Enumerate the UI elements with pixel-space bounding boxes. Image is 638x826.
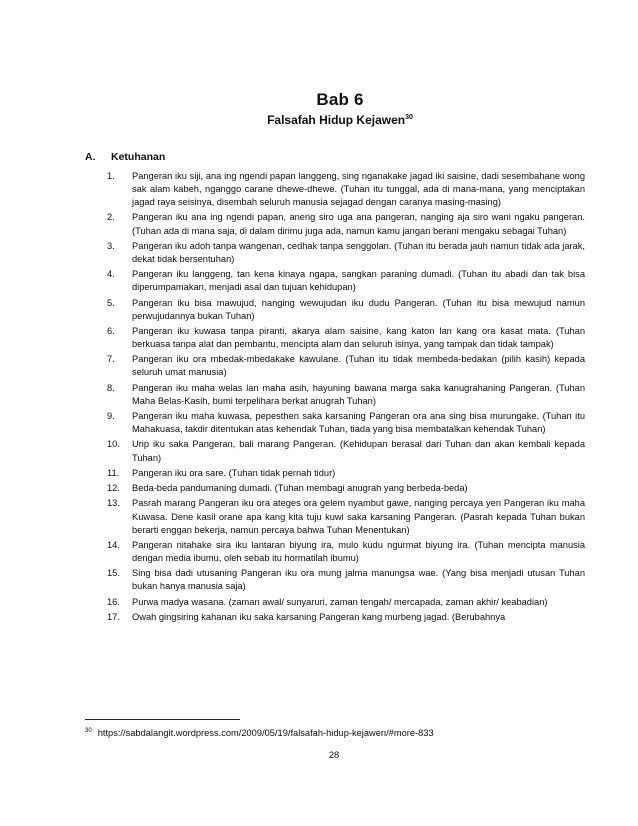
list-item (107, 240, 585, 266)
list-item-text: Pangeran iku maha welas lan maha asih, hayuning bawana marga saka kanugrahaning Pangeran. (Tuhan Maha Belas-Kasih, bumi terpelihara berkat anugrah Tuhan) (132, 382, 585, 406)
list-item-number: 15. (107, 568, 120, 579)
list-item (107, 467, 585, 480)
list-item-text: Pangeran iku kuwasa tanpa piranti, akarya alam saisine, kang katon lan kang ora kasat mata. (Tuhan berkuasa tanpa alat dan pembantu, mencipta alam dan seluruh isinya, yang tampak dan tidak tampak) (132, 325, 585, 350)
list-item (107, 567, 585, 593)
list-item-text: Pangeran iku maha kuwasa, pepesthen saka karsaning Pangeran ora ana sing bisa murungake. (Tuhan itu Mahakuasa, takdir ditentukan atas kehendak Tuhan, tiada yang bisa membatalkan kehendak Tuhan) (132, 411, 585, 435)
footnote-reference[interactable]: 30 (405, 114, 413, 121)
list-item (107, 438, 585, 464)
list-item-number: 13. (107, 498, 120, 509)
chapter-title: Bab 6 (316, 90, 364, 109)
section-heading (85, 151, 165, 163)
footnote-number: 30 (85, 727, 92, 734)
list-item (107, 482, 585, 495)
numbered-list (107, 170, 585, 626)
list-item-text: Beda-beda pandumaning dumadi. (Tuhan membagi anugrah yang berbeda-beda) (132, 483, 468, 494)
list-item (107, 353, 585, 379)
list-item-text: Pangeran iku langgeng, tan kena kinaya ngapa, sangkan paraning dumadi. (Tuhan itu abadi dan tak bisa diperumpamakan, menjadi asal dan tujuan kehidupan) (132, 269, 585, 293)
section-title: Ketuhanan (111, 151, 166, 163)
list-item (107, 410, 585, 436)
list-item-text: Pangeran iku bisa mawujud, nanging wewujudan iku dudu Pangeran. (Tuhan itu bisa mewujud namun perwujudannya bukan Tuhan) (132, 297, 585, 321)
list-item-number: 5. (107, 297, 115, 308)
list-item (107, 211, 585, 237)
list-item-number: 8. (107, 382, 115, 393)
list-item-number: 16. (107, 596, 120, 607)
footnote-link[interactable]: https://sabdalangit.wordpress.com/2009/05/19/falsafah-hidup-kejawen/#more-833 (97, 728, 434, 738)
list-item-text: Pangeran iku ora sare. (Tuhan tidak pernah tidur) (132, 467, 336, 478)
list-item-text: Owah gingsiring kahanan iku saka karsaning Pangeran kang murbeng jagad. (Berubahnya (132, 611, 506, 622)
list-item (107, 596, 585, 609)
footnote-divider (85, 719, 240, 720)
list-item-text: Sing bisa dadi utusaning Pangeran iku ora mung jalma manungsa wae. (Yang bisa menjadi utusan Tuhan bukan hanya manusia saja) (132, 568, 585, 592)
list-item-number: 14. (107, 539, 120, 550)
list-item-text: Pangeran iku ora mbedak-mbedakake kawulane. (Tuhan itu tidak membeda-bedakan (pilih kasih) kepada seluruh umat manusia) (132, 354, 585, 378)
list-item (107, 497, 585, 536)
list-item-text: Pangeran nitahake sira iku lantaran biyung ira, mulo kudu ngurmat biyung ira. (Tuhan mencipta manusia dengan media ibumu, oleh sebab itu hormatilah ibumu) (132, 539, 585, 563)
list-item-number: 4. (107, 269, 115, 280)
list-item-number: 7. (107, 354, 115, 365)
list-item (107, 325, 585, 351)
list-item-number: 3. (107, 240, 115, 251)
section-letter: A. (85, 151, 96, 163)
list-item-text: Pangeran iku siji, ana ing ngendi papan langgeng, sing nganakake jagad iki saisine, dadi sesembahane wong sak alam kabeh, nganggo carane dhewe-dhewe. (Tuhan itu tunggal, ada di mana-mana, yang menciptakan jagad raya seisinya, disembah seluruh manusia sejagad dengan caranya masing-masing) (132, 171, 585, 208)
list-item (107, 170, 585, 209)
list-item-number: 9. (107, 411, 115, 422)
chapter-subtitle-text: Falsafah Hidup Kejawen (267, 113, 406, 127)
list-item-text: Pangeran iku adoh tanpa wangenan, cedhak tanpa senggolan. (Tuhan itu berada jauh namun tidak ada jarak, dekat tidak bersentuhan) (132, 240, 585, 264)
list-item-text: Pangeran iku ana ing ngendi papan, aneng siro uga ana pangeran, nanging aja siro wani ngaku pangeran. (Tuhan ada di mana saja, di dalam dirimu juga ada, namun kamu jangan berani mengaku sebagai Tuhan) (132, 212, 585, 236)
footnote (85, 728, 434, 738)
list-item (107, 297, 585, 323)
list-item (107, 539, 585, 565)
list-item (107, 268, 585, 294)
list-item-number: 11. (107, 467, 120, 478)
list-item-text: Pasrah marang Pangeran iku ora ateges ora gelem nyambut gawe, nanging percaya yen Pangeran iku maha Kuwasa. Dene kasil orane apa kang kita tuju kuwi saka karsaning Pangeran. (Pasrah kepada Tuhan bukan berarti enggan bekerja, namun percaya bahwa Tuhan Menentukan) (132, 498, 585, 535)
list-item-text: Urip iku saka Pangeran, bali marang Pangeran. (Kehidupan berasal dari Tuhan dan akan kembali kepada Tuhan) (132, 439, 585, 463)
list-item-number: 17. (107, 611, 120, 622)
list-item (107, 611, 585, 624)
list-item-number: 10. (107, 439, 120, 450)
list-item-text: Purwa madya wasana. (zaman awal/ sunyaruri, zaman tengah/ mercapada, zaman akhir/ keabadian) (132, 596, 548, 607)
list-item-number: 6. (107, 325, 115, 336)
list-item-number: 1. (107, 171, 115, 181)
list-item (107, 382, 585, 408)
chapter-subtitle (21, 113, 638, 127)
page-number: 28 (328, 750, 340, 760)
list-item-number: 12. (107, 483, 120, 494)
list-item-number: 2. (107, 212, 115, 223)
